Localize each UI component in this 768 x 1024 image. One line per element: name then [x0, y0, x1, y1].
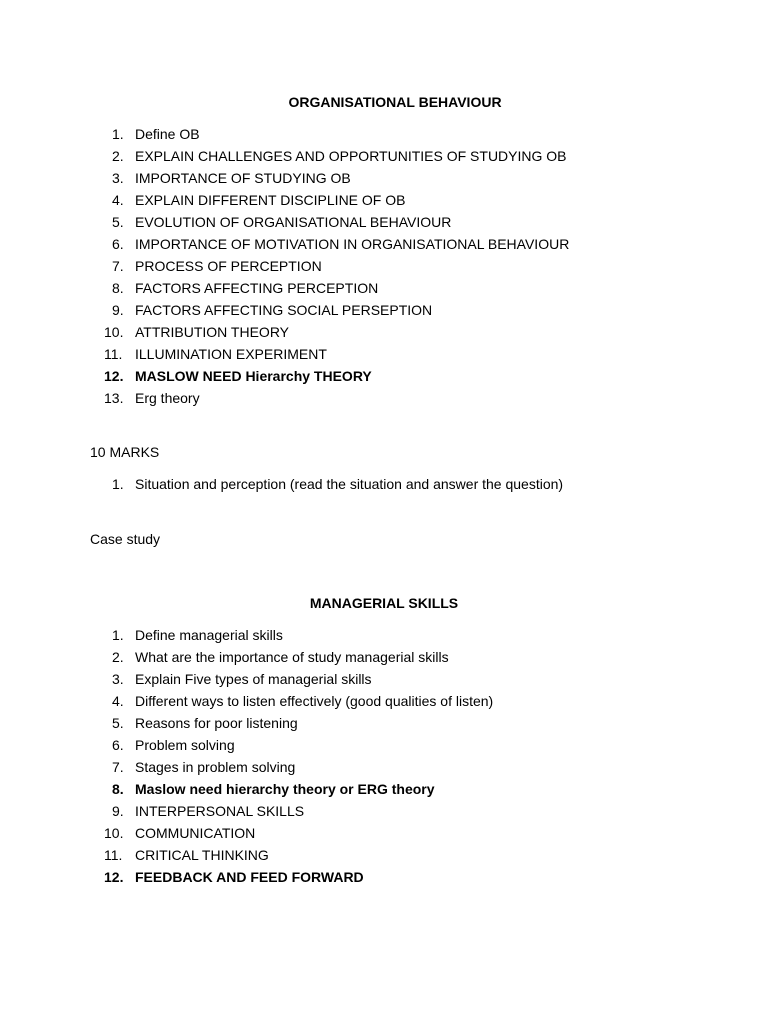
list-item-text: IMPORTANCE OF STUDYING OB: [135, 170, 351, 186]
list-item-number: 4.: [112, 693, 124, 709]
list-item-number: 1.: [112, 476, 124, 492]
ten-marks-heading: 10 MARKS: [90, 444, 160, 460]
list-item-number: 2.: [112, 649, 124, 665]
list-item-text: Explain Five types of managerial skills: [135, 671, 372, 687]
list-item-text: What are the importance of study managerial skills: [135, 649, 449, 665]
list-item-number: 3.: [112, 170, 124, 186]
list-item-number: 11.: [104, 346, 123, 362]
list-item-text: EVOLUTION OF ORGANISATIONAL BEHAVIOUR: [135, 214, 452, 230]
list-item-number: 5.: [112, 214, 124, 230]
list-item-text: FACTORS AFFECTING PERCEPTION: [135, 280, 379, 296]
list-item-text: CRITICAL THINKING: [135, 847, 269, 863]
list-item-number: 1.: [112, 126, 124, 142]
section-title-managerial-skills: MANAGERIAL SKILLS: [309, 595, 459, 611]
list-item-number: 12.: [104, 368, 124, 384]
list-item-number: 7.: [112, 258, 124, 274]
list-item-text: MASLOW NEED Hierarchy THEORY: [135, 368, 372, 384]
list-item-text: ATTRIBUTION THEORY: [135, 324, 290, 340]
list-item-number: 10.: [104, 825, 124, 841]
list-item-number: 4.: [112, 192, 124, 208]
list-item-text: COMMUNICATION: [135, 825, 256, 841]
list-item-number: 6.: [112, 737, 124, 753]
list-item-number: 11.: [104, 847, 123, 863]
list-item-number: 2.: [112, 148, 124, 164]
list-item-number: 1.: [112, 627, 124, 643]
list-item-number: 3.: [112, 671, 124, 687]
list-item-text: EXPLAIN CHALLENGES AND OPPORTUNITIES OF STUDYING OB: [135, 148, 567, 164]
list-item-text: ILLUMINATION EXPERIMENT: [135, 346, 327, 362]
list-item-number: 9.: [112, 302, 124, 318]
list-item-text: Maslow need hierarchy theory or ERG theory: [135, 781, 435, 797]
list-item-number: 8.: [112, 781, 124, 797]
list-item-number: 5.: [112, 715, 124, 731]
section-title-organisational-behaviour: ORGANISATIONAL BEHAVIOUR: [288, 94, 502, 110]
list-item-text: FACTORS AFFECTING SOCIAL PERSEPTION: [135, 302, 433, 318]
list-item-number: 10.: [104, 324, 124, 340]
list-item-text: Situation and perception (read the situation and answer the question): [135, 476, 564, 492]
list-item-text: Define OB: [135, 126, 200, 142]
list-item-text: Different ways to listen effectively (good qualities of listen): [135, 693, 494, 709]
case-study-heading: Case study: [90, 531, 161, 547]
list-item-text: Reasons for poor listening: [135, 715, 298, 731]
list-item-number: 12.: [104, 869, 124, 885]
list-item-number: 13.: [104, 390, 124, 406]
list-item-text: Define managerial skills: [135, 627, 283, 643]
list-item-number: 6.: [112, 236, 124, 252]
list-item-text: FEEDBACK AND FEED FORWARD: [135, 869, 364, 885]
list-item-text: INTERPERSONAL SKILLS: [135, 803, 305, 819]
list-item-number: 9.: [112, 803, 124, 819]
list-item-text: EXPLAIN DIFFERENT DISCIPLINE OF OB: [135, 192, 406, 208]
list-item-text: Problem solving: [135, 737, 235, 753]
list-item-text: Erg theory: [135, 390, 200, 406]
list-item-text: IMPORTANCE OF MOTIVATION IN ORGANISATIONAL BEHAVIOUR: [135, 236, 570, 252]
list-item-number: 7.: [112, 759, 124, 775]
list-item-text: PROCESS OF PERCEPTION: [135, 258, 322, 274]
list-item-text: Stages in problem solving: [135, 759, 296, 775]
list-item-number: 8.: [112, 280, 124, 296]
